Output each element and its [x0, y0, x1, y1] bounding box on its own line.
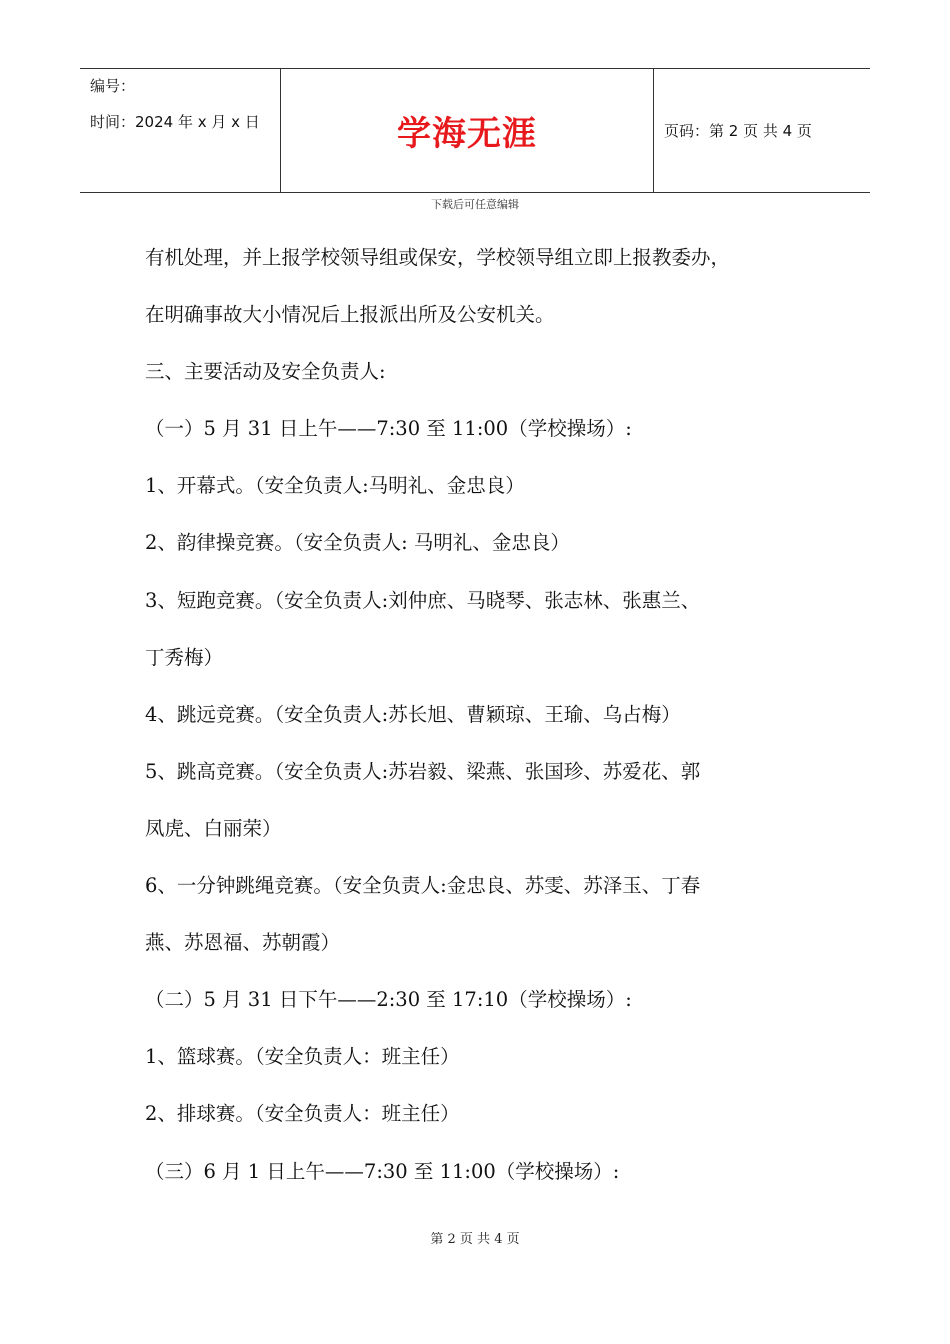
list-item: 2、韵律操竞赛。（安全负责人: 马明礼、金忠良） [145, 531, 570, 555]
subsection-heading: （三）6 月 1 日上午——7:30 至 11:00（学校操场）: [145, 1159, 620, 1183]
paragraph: 在明确事故大小情况后上报派出所及公安机关。 [145, 303, 555, 327]
paragraph: 有机处理，并上报学校领导组或保安，学校领导组立即上报教委办， [145, 246, 731, 269]
list-item: 5、跳高竞赛。（安全负责人:苏岩毅、梁燕、张国珍、苏爱花、郭 [145, 759, 701, 783]
header-center-cell [281, 69, 654, 192]
page-info: 页码：第 2 页 共 4 页 [664, 122, 812, 140]
list-item: 4、跳远竞赛。（安全负责人:苏长旭、曹颖琼、王瑜、乌占梅） [145, 702, 681, 726]
brand-title: 学海无涯 [397, 114, 537, 154]
header-right-cell [654, 69, 870, 192]
subsection-heading: （一）5 月 31 日上午——7:30 至 11:00（学校操场）: [145, 417, 632, 441]
list-item: 6、一分钟跳绳竞赛。（安全负责人:金忠良、苏雯、苏泽玉、丁春 [145, 874, 701, 898]
document-body [145, 236, 825, 1207]
section-heading: 三、主要活动及安全负责人: [145, 360, 386, 384]
list-item: 3、短跑竞赛。（安全负责人:刘仲庶、马晓琴、张志林、张惠兰、 [145, 588, 701, 612]
list-item-continued: 燕、苏恩福、苏朝霞） [145, 931, 341, 955]
time-label: 时间：2024 年 x 月 x 日 [90, 113, 260, 131]
page-footer: 第 2 页 共 4 页 [430, 1232, 520, 1247]
number-label: 编号： [90, 77, 136, 95]
list-item: 1、篮球赛。（安全负责人：班主任） [145, 1045, 460, 1069]
list-item: 2、排球赛。（安全负责人：班主任） [145, 1102, 460, 1126]
header-left-cell [80, 69, 281, 192]
subsection-heading: （二）5 月 31 日下午——2:30 至 17:10（学校操场）: [145, 988, 632, 1012]
list-item: 1、开幕式。（安全负责人:马明礼、金忠良） [145, 474, 525, 498]
subtitle: 下载后可任意编辑 [431, 198, 519, 211]
list-item-continued: 凤虎、白丽荣） [145, 816, 282, 840]
document-header [80, 68, 870, 193]
list-item-continued: 丁秀梅） [145, 645, 224, 669]
